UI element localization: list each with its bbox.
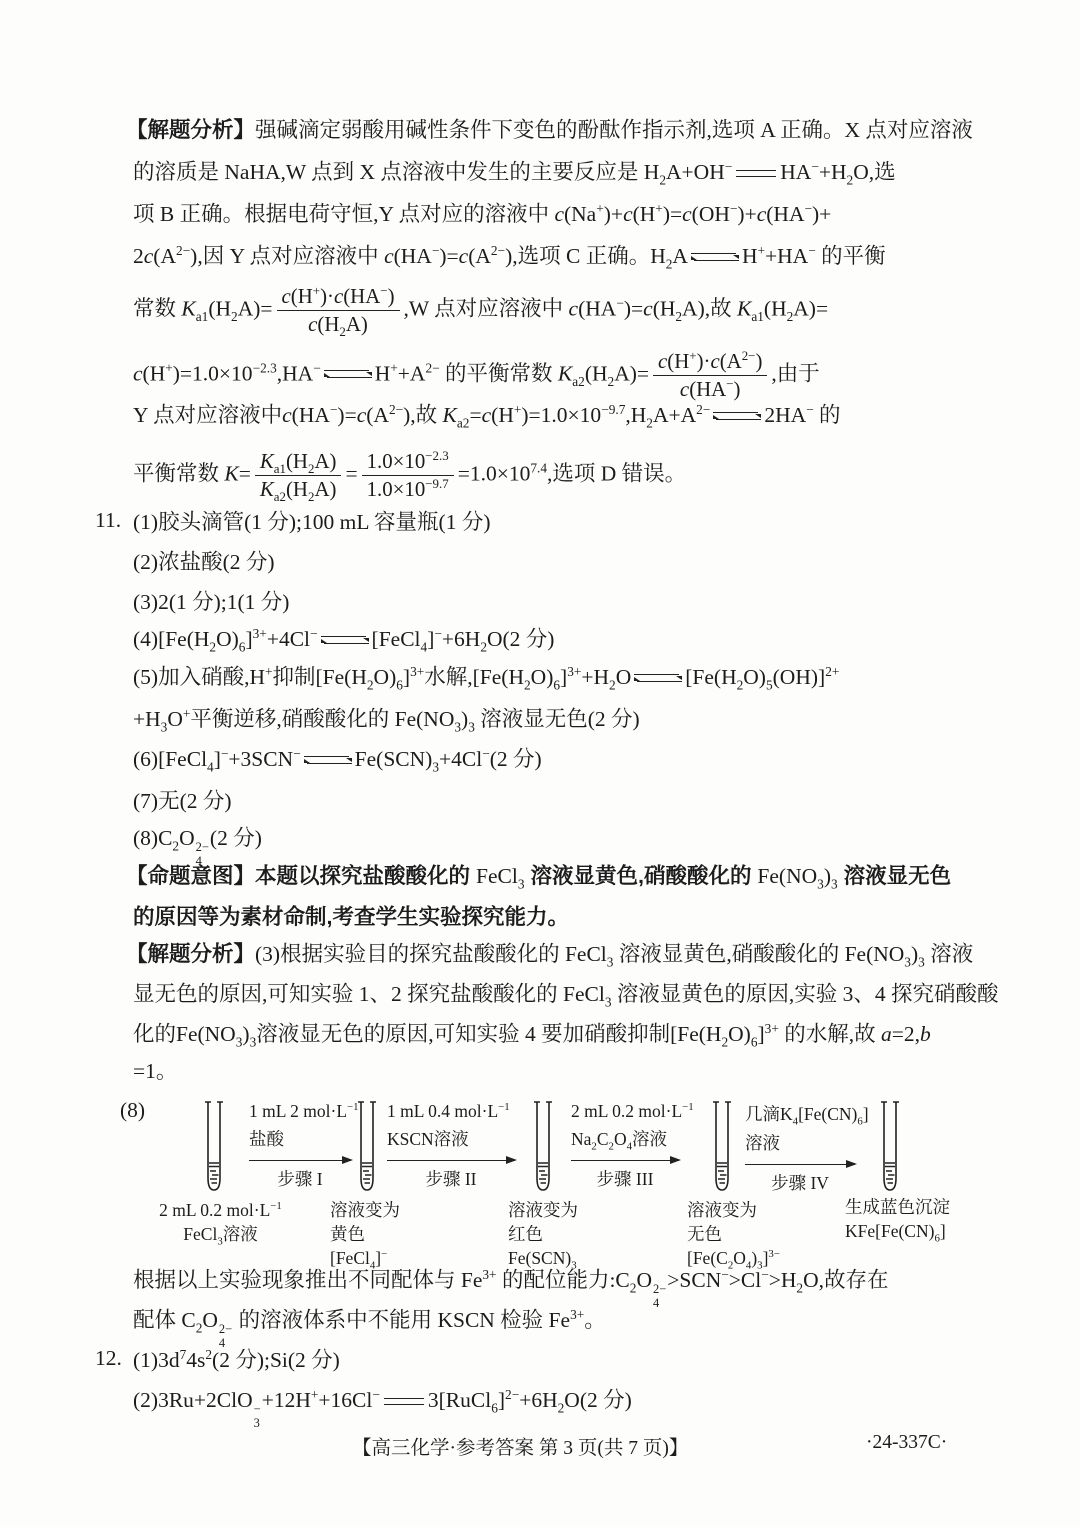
- tube-caption: [508, 1200, 578, 1272]
- caption-line: 溶液变为: [330, 1200, 400, 1220]
- step-arrow-group: [571, 1101, 694, 1191]
- test-tube-icon: [357, 1101, 377, 1198]
- caption-line: 无色: [687, 1224, 722, 1244]
- tube-caption: [687, 1200, 780, 1272]
- caption-line: 红色: [508, 1224, 543, 1244]
- q10-analysis-line: 平衡常数 K= $\frac{K_{a1}(H_2A)}{K_{a2}(H_2A)}$ = $\frac{1.0\times 10^{-2.3}}{1.0\times 10^{-9.7}}$ $=1.0\times 10^{7.4}$,选项 D 错误。: [133, 448, 687, 505]
- test-tube-icon: [204, 1101, 224, 1198]
- q11-answer-line: (1)胶头滴管(1 分);100 mL 容量瓶(1 分): [133, 510, 491, 534]
- arrow-right-icon: [249, 1160, 351, 1161]
- caption-line: 生成蓝色沉淀: [845, 1197, 950, 1217]
- arrow-right-icon: [571, 1160, 679, 1161]
- step-label: 步骤 II: [425, 1169, 477, 1189]
- q10-analysis-line: $2c(A^{2-})$,因 Y 点对应溶液中 $c(HA^-)=c(A^{2-})$,选项 C 正确。$H_2A$ H++HA− 的平衡: [133, 242, 886, 272]
- q11-answer-line: $(8)C_2O$ 2− 4 (2 分): [133, 826, 262, 868]
- q11-analysis-line: 【解题分析】(3)根据实验目的探究盐酸酸化的 FeCl$_3$ 溶液显黄色,硝酸酸化的 $Fe(NO_3)_3$ 溶液: [126, 942, 974, 970]
- conclusion-line: 根据以上实验现象推出不同配体与 $Fe^{3+}$ 的配位能力$:C_2O$ 2− 4 $>SCN^->Cl^->H_2O$,故存在: [133, 1266, 889, 1310]
- caption-line: $Fe(SCN)_3$: [508, 1248, 577, 1272]
- q11-answer-line: $(4)[Fe(H_2O)_6]^{3+}+4Cl^-$ $[FeCl_4]^-+6H_2O(2$ 分): [133, 625, 555, 655]
- experiment-flow-diagram: [159, 1085, 1015, 1290]
- tube-caption: [133, 1200, 308, 1248]
- reagent-label: 盐酸: [249, 1129, 284, 1149]
- test-tube-icon: [880, 1101, 900, 1198]
- q11-answer-line: (2)浓盐酸(2 分): [133, 550, 275, 574]
- q12-answer-line: $(1)3d^74s^2(2$ 分);Si(2 分): [133, 1346, 340, 1372]
- caption-line: FeCl$_3$溶液: [183, 1224, 258, 1248]
- q11-answer-line: (3)2(1 分);1(1 分): [133, 590, 290, 614]
- caption-line: 2 mL 0.2 $mol\cdot L^{-1}$: [159, 1200, 282, 1220]
- test-tube-icon: [712, 1101, 732, 1198]
- reagent-label: 1 mL 0.4 $mol\cdot L^{-1}$: [387, 1101, 510, 1121]
- q11-number: 11.: [95, 508, 122, 532]
- footer-paper-code: ·24-337C·: [866, 1432, 948, 1453]
- intent-line: 的原因等为素材命制,考查学生实验探究能力。: [133, 905, 569, 929]
- reagent-label: 1 mL 2 $mol\cdot L^{-1}$: [249, 1101, 359, 1121]
- q10-analysis-line: 【解题分析】强碱滴定弱酸用碱性条件下变色的酚酞作指示剂,选项 A 正确。X 点对应溶液: [126, 118, 973, 142]
- arrow-right-icon: [745, 1164, 855, 1165]
- q10-analysis-line: $c(H^+)=1.0\times 10^{-2.3},HA^-$ $H^++A^{2-}$ 的平衡常数 $K_{a2}(H_2A)=$ $\frac{c(H^+)\cdot c(A^{2-})}{c(HA^-)}$ ,由于: [133, 348, 820, 402]
- step-label: 步骤 IV: [771, 1173, 829, 1193]
- reagent-label: KSCN溶液: [387, 1129, 469, 1149]
- step-arrow-group: [745, 1101, 869, 1195]
- test-tube-icon: [533, 1101, 553, 1198]
- q11-answer-line: (7)无(2 分): [133, 789, 232, 813]
- q12-number: 12.: [95, 1346, 122, 1370]
- q11-analysis-line: 化的$Fe(NO_3)_3$溶液显无色的原因,可知实验 4 要加硝酸抑制$[Fe(H_2O)_6]^{3+}$ 的水解,故 a=2,b: [133, 1020, 931, 1050]
- step-label: 步骤 I: [277, 1169, 323, 1189]
- tube-caption: [330, 1200, 400, 1272]
- caption-line: 溶液变为: [687, 1200, 757, 1220]
- reagent-label: $Na_2C_2O_4$溶液: [571, 1129, 667, 1153]
- caption-line: 溶液变为: [508, 1200, 578, 1220]
- reagent-label: 溶液: [745, 1133, 780, 1153]
- reagent-label: 几滴$K_4[Fe(CN)_6]$: [745, 1104, 869, 1128]
- q11-answer-line: (6)[FeCl$_4$]−+3SCN− $Fe(SCN)_3+4Cl^-(2$ 分): [133, 745, 542, 775]
- q10-analysis-line: 的溶质是 NaHA,W 点到 X 点溶液中发生的主要反应是 $H_2A+OH^-$ $HA^-+H_2O$,选: [133, 158, 896, 188]
- q12-answer-line: (2)3Ru+2ClO − 3 +12H++16Cl− $3[RuCl_6]^{2-}+6H_2O(2$ 分): [133, 1386, 632, 1430]
- q11-analysis-line: 显无色的原因,可知实验 1、2 探究盐酸酸化的 FeCl$_3$ 溶液显黄色的原因,实验 3、4 探究硝酸酸: [133, 982, 999, 1010]
- step-label: 步骤 III: [596, 1169, 654, 1189]
- tube-caption: [845, 1197, 950, 1245]
- q11-analysis-line: =1。: [133, 1059, 178, 1083]
- intent-line: 【命题意图】本题以探究盐酸酸化的 FeCl$_3$ 溶液显黄色,硝酸酸化的 $Fe(NO_3)_3$ 溶液显无色: [126, 864, 952, 892]
- q11-answer-line: $+H_3O^+$平衡逆移,硝酸酸化的 $Fe(NO_3)_3$ 溶液显无色(2 分): [133, 705, 640, 735]
- q10-analysis-line: 常数 $K_{a1}(H_2A)=$ $\frac{c(H^+)\cdot c(HA^-)}{c(H_2A)}$ ,W 点对应溶液中 $c(HA^-)=c(H_2A)$,故 $K_{a1}(H_2A)=$: [133, 283, 829, 340]
- caption-line: 黄色: [330, 1224, 365, 1244]
- reagent-label: 2 mL 0.2 $mol\cdot L^{-1}$: [571, 1101, 694, 1121]
- q11-answer-line: (5)加入硝酸,H+抑制$[Fe(H_2O)_6]^{3+}$水解$,[Fe(H_2O)_6]^{3+}+H_2O$ $[Fe(H_2O)_5(OH)]^{2+}$: [133, 663, 840, 693]
- q10-analysis-line: 项 B 正确。根据电荷守恒,Y 点对应的溶液中 c(Na+)+c(H+)=c(OH−)+c(HA−)+: [133, 200, 832, 226]
- caption-line: $KFe[Fe(CN)_6]$: [845, 1221, 946, 1245]
- diagram-label: (8): [120, 1098, 146, 1122]
- caption-line: $[Fe(C_2O_4)_3]^{3-}$: [687, 1248, 780, 1272]
- arrow-right-icon: [387, 1160, 515, 1161]
- caption-line: [FeCl$_4$]−: [330, 1248, 388, 1272]
- q10-analysis-line: Y 点对应溶液中$c(HA^-)=c(A^{2-})$,故 $K_{a2}=c(H^+)=1.0\times 10^{-9.7},H_2A+A^{2-}$ 2HA− 的: [133, 401, 841, 431]
- footer-page-info: 【高三化学·参考答案 第 3 页(共 7 页)】: [352, 1438, 689, 1459]
- step-arrow-group: [249, 1101, 359, 1191]
- conclusion-line: 配体 $C_2O$ 2− 4 的溶液体系中不能用 KSCN 检验 $Fe^{3+}$。: [133, 1306, 606, 1350]
- step-arrow-group: [387, 1101, 515, 1191]
